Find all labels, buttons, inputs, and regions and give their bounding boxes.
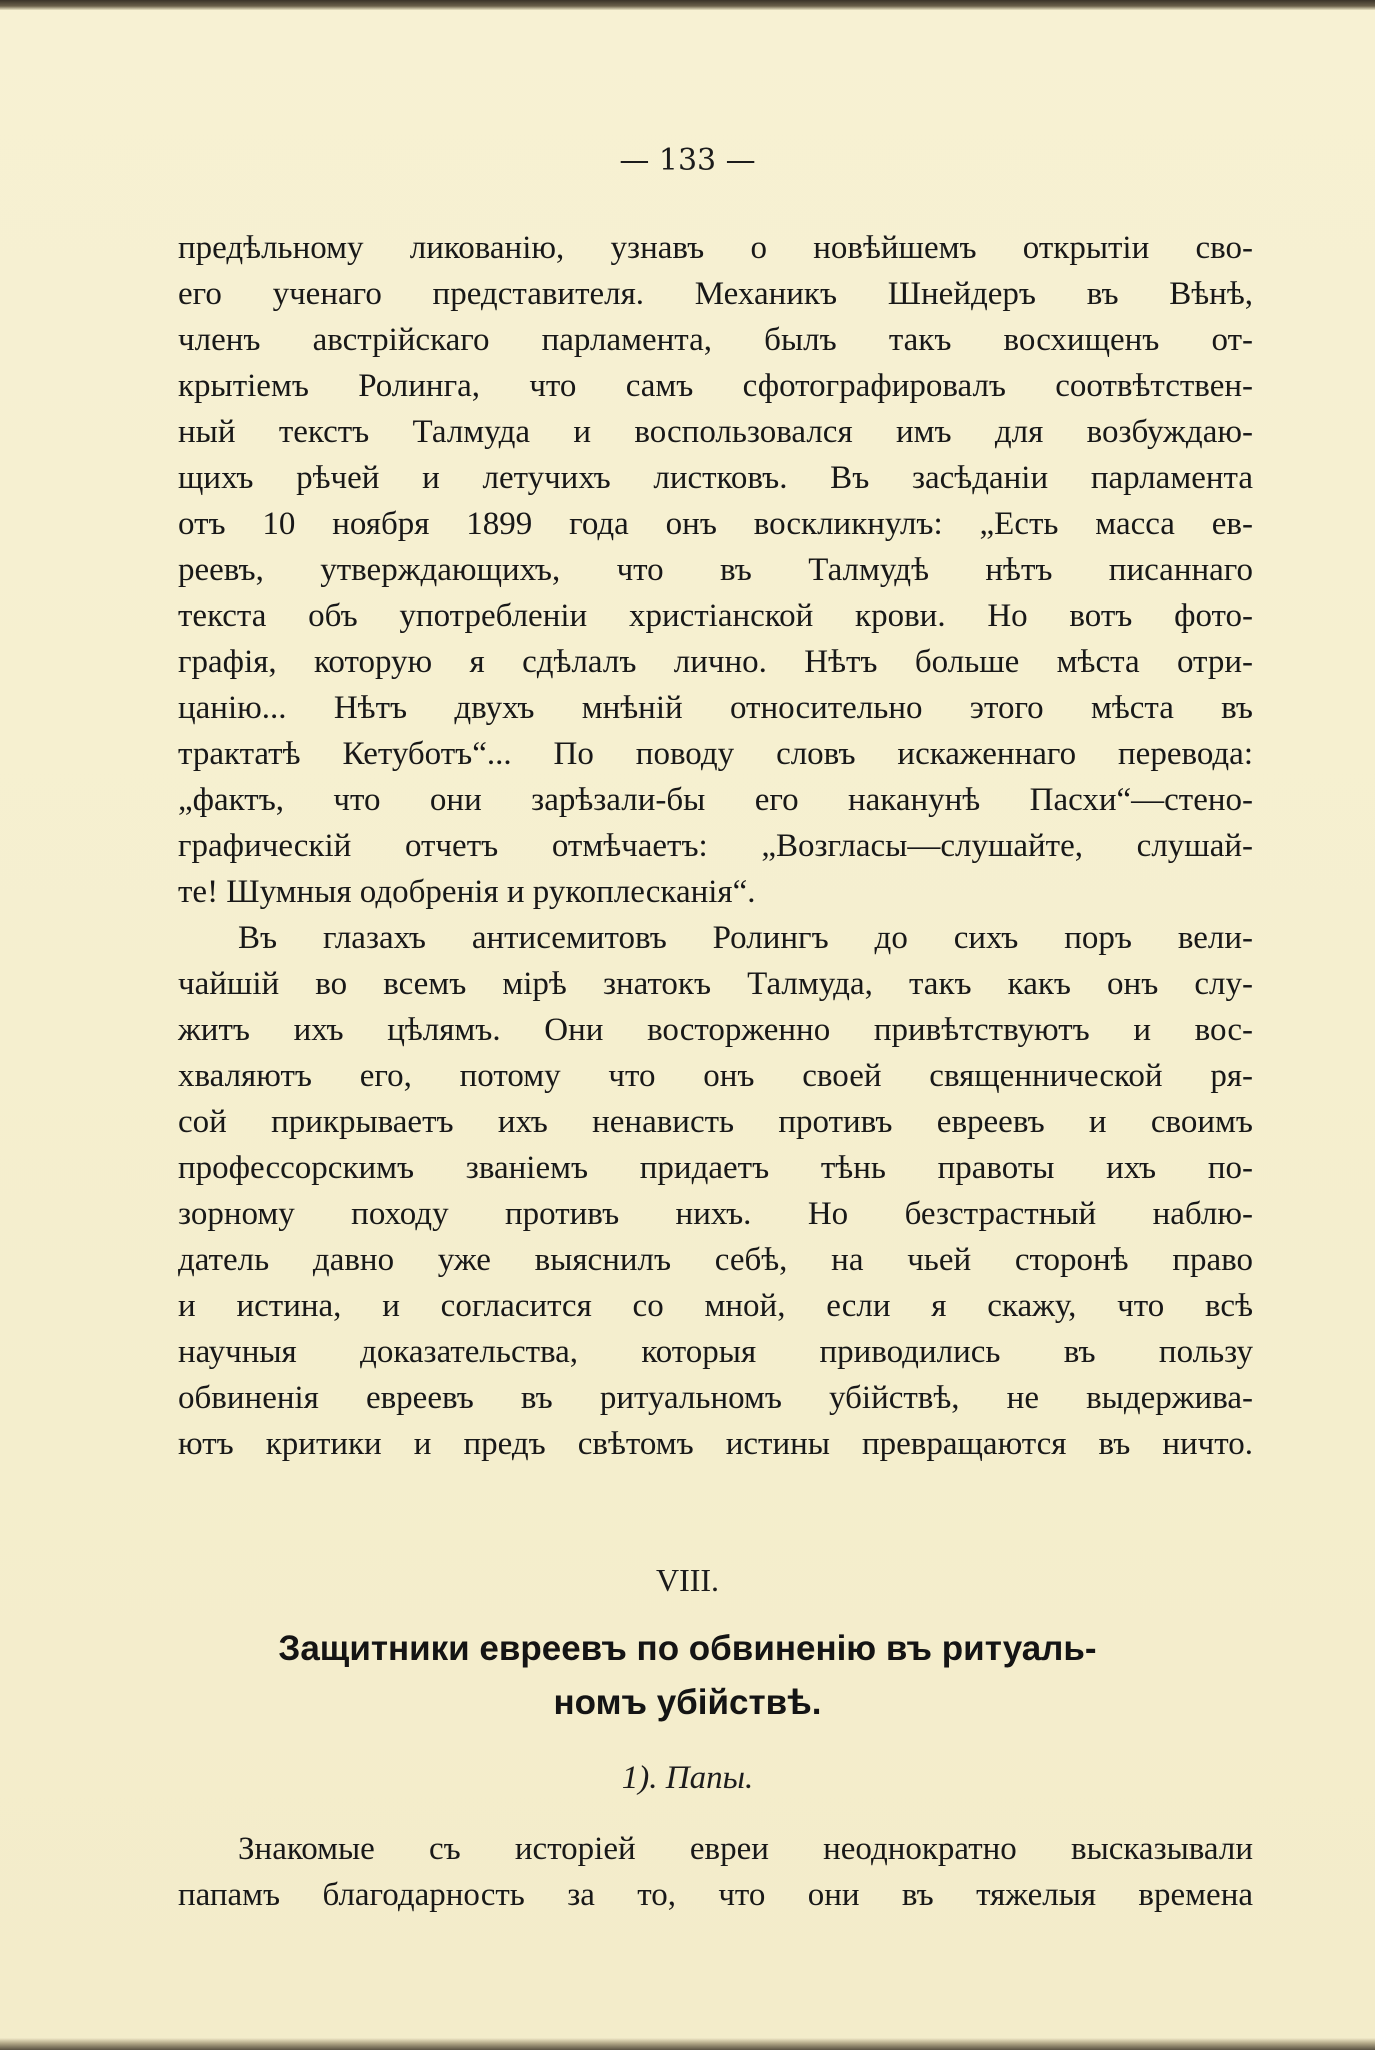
text-line: датель давно уже выяснилъ себѣ, на чьей сторонѣ право [178, 1242, 1253, 1278]
text-line: „фактъ, что они зарѣзали-бы его наканунѣ Пасхи“—стено- [178, 782, 1253, 818]
text-line: Въ глазахъ антисемитовъ Ролингъ до сихъ поръ вели- [238, 920, 1253, 956]
text-line: предѣльному ликованію, узнавъ о новѣйшемъ открытіи сво- [178, 230, 1253, 266]
text-line: членъ австрійскаго парламента, былъ такъ восхищенъ от- [178, 322, 1253, 358]
text-line: ютъ критики и предъ свѣтомъ истины превращаются въ ничто. [178, 1426, 1253, 1462]
text-line: и истина, и согласится со мной, если я скажу, что всѣ [178, 1288, 1253, 1324]
main-text-block [178, 225, 1253, 1467]
text-line: реевъ, утверждающихъ, что въ Талмудѣ нѣтъ писаннаго [178, 552, 1253, 588]
chapter-title-line-2: номъ убійствѣ. [553, 1683, 822, 1722]
text-line: щихъ рѣчей и летучихъ листковъ. Въ засѣданіи парламента [178, 460, 1253, 496]
chapter-title-line-1: Защитники евреевъ по обвиненію въ ритуаль- [278, 1629, 1097, 1668]
text-line: те! Шумныя одобренія и рукоплесканія“. [178, 874, 756, 910]
text-line: графическій отчетъ отмѣчаетъ: „Возгласы—слушайте, слушай- [178, 828, 1253, 864]
text-line: ный текстъ Талмуда и воспользовался имъ для возбуждаю- [178, 414, 1253, 450]
text-line: трактатѣ Кетуботъ“... По поводу словъ искаженнаго перевода: [178, 736, 1253, 772]
text-line: папамъ благодарность за то, что они въ тяжелыя времена [178, 1877, 1253, 1913]
text-line: цанію... Нѣтъ двухъ мнѣній относительно этого мѣста въ [178, 690, 1253, 726]
page-top-edge [0, 0, 1375, 10]
paragraph-3 [178, 1826, 1253, 1918]
text-line: графія, которую я сдѣлалъ лично. Нѣтъ больше мѣста отри- [178, 644, 1253, 680]
text-line: его ученаго представителя. Механикъ Шнейдеръ въ Вѣнѣ, [178, 276, 1253, 312]
text-line: житъ ихъ цѣлямъ. Они восторженно привѣтствуютъ и вос- [178, 1012, 1253, 1048]
page-bottom-edge [0, 2038, 1375, 2050]
text-line: хваляютъ его, потому что онъ своей священнической ря- [178, 1058, 1253, 1094]
text-line: научныя доказательства, которыя приводились въ пользу [178, 1334, 1253, 1370]
section-number: VIII. [655, 1562, 720, 1598]
text-line: сой прикрываетъ ихъ ненависть противъ евреевъ и своимъ [178, 1104, 1253, 1140]
text-line: отъ 10 ноября 1899 года онъ воскликнулъ: „Есть масса ев- [178, 506, 1253, 542]
text-line: чайшій во всемъ мірѣ знатокъ Талмуда, такъ какъ онъ слу- [178, 966, 1253, 1002]
text-line: профессорскимъ званіемъ придаетъ тѣнь правоты ихъ по- [178, 1150, 1253, 1186]
page-number: — 133 — [619, 143, 756, 178]
text-line: текста объ употребленіи христіанской крови. Но вотъ фото- [178, 598, 1253, 634]
continued-text-block [178, 1826, 1253, 1918]
section-subtitle: 1). Папы. [621, 1760, 754, 1796]
text-line: крытіемъ Ролинга, что самъ сфотографировалъ соотвѣтствен- [178, 368, 1253, 404]
text-line: обвиненія евреевъ въ ритуальномъ убійствѣ, не выдержива- [178, 1380, 1253, 1416]
chapter-title [0, 1622, 1375, 1730]
paragraph-1 [178, 225, 1253, 915]
paragraph-2 [178, 915, 1253, 1467]
text-line: Знакомые съ исторіей евреи неоднократно высказывали [238, 1831, 1253, 1867]
text-line: зорному походу противъ нихъ. Но безстрастный наблю- [178, 1196, 1253, 1232]
